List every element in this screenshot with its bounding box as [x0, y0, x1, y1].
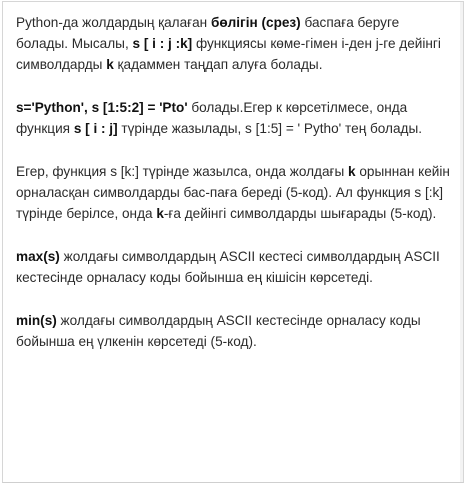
text-run: функциясы көме-гімен i-ден j-ге дейінгі символдарды [16, 36, 441, 72]
text-run: қадаммен таңдап алуға болады. [113, 57, 323, 72]
text-run: жолдағы символдардың ASCII кестесі символдардың ASCII кестесінде орналасу коды бойынша ең кішісін көрсетеді. [16, 249, 440, 285]
bold-term: min(s) [16, 313, 57, 328]
text-run: орыннан кейін орналасқан символдарды бас-паға береді (5-код). Ал функция s [:k] түрінде берілсе, онда [16, 164, 450, 221]
intro-paragraph [16, 12, 453, 75]
slice-k-paragraph [16, 161, 453, 224]
bold-term: s [ i : j] [73, 121, 118, 136]
bold-term: s [ i : j :k] [132, 36, 193, 51]
bold-term: max(s) [16, 249, 60, 264]
min-paragraph [16, 310, 453, 352]
bold-term: бөлігін (срез) [210, 15, 301, 30]
text-run: болады.Егер к көрсетілмесе, онда функция [16, 100, 408, 136]
bold-term: k [106, 57, 114, 72]
max-paragraph [16, 246, 453, 288]
text-run: түрінде жазылады, s [1:5] = ' Pytho' тең болады. [117, 121, 422, 136]
example-paragraph [16, 97, 453, 139]
document-panel [2, 1, 464, 483]
document-content [3, 2, 463, 352]
bold-term: k [156, 206, 164, 221]
scrollbar-track[interactable] [460, 2, 463, 482]
text-run: -ға дейінгі символдарды шығарады (5-код). [163, 206, 437, 221]
text-run: Егер, функция s [k:] түрінде жазылса, онда жолдағы [16, 164, 349, 179]
bold-term: k [348, 164, 356, 179]
text-run: баспаға беруге болады. Мысалы, [16, 15, 400, 51]
text-run: Python-да жолдардың қалаған [16, 15, 211, 30]
text-run: жолдағы символдардың ASCII кестесінде орналасу коды бойынша ең үлкенін көрсетеді (5-код). [16, 313, 421, 349]
bold-term: s='Python', s [1:5:2] = 'Pto' [16, 100, 188, 115]
